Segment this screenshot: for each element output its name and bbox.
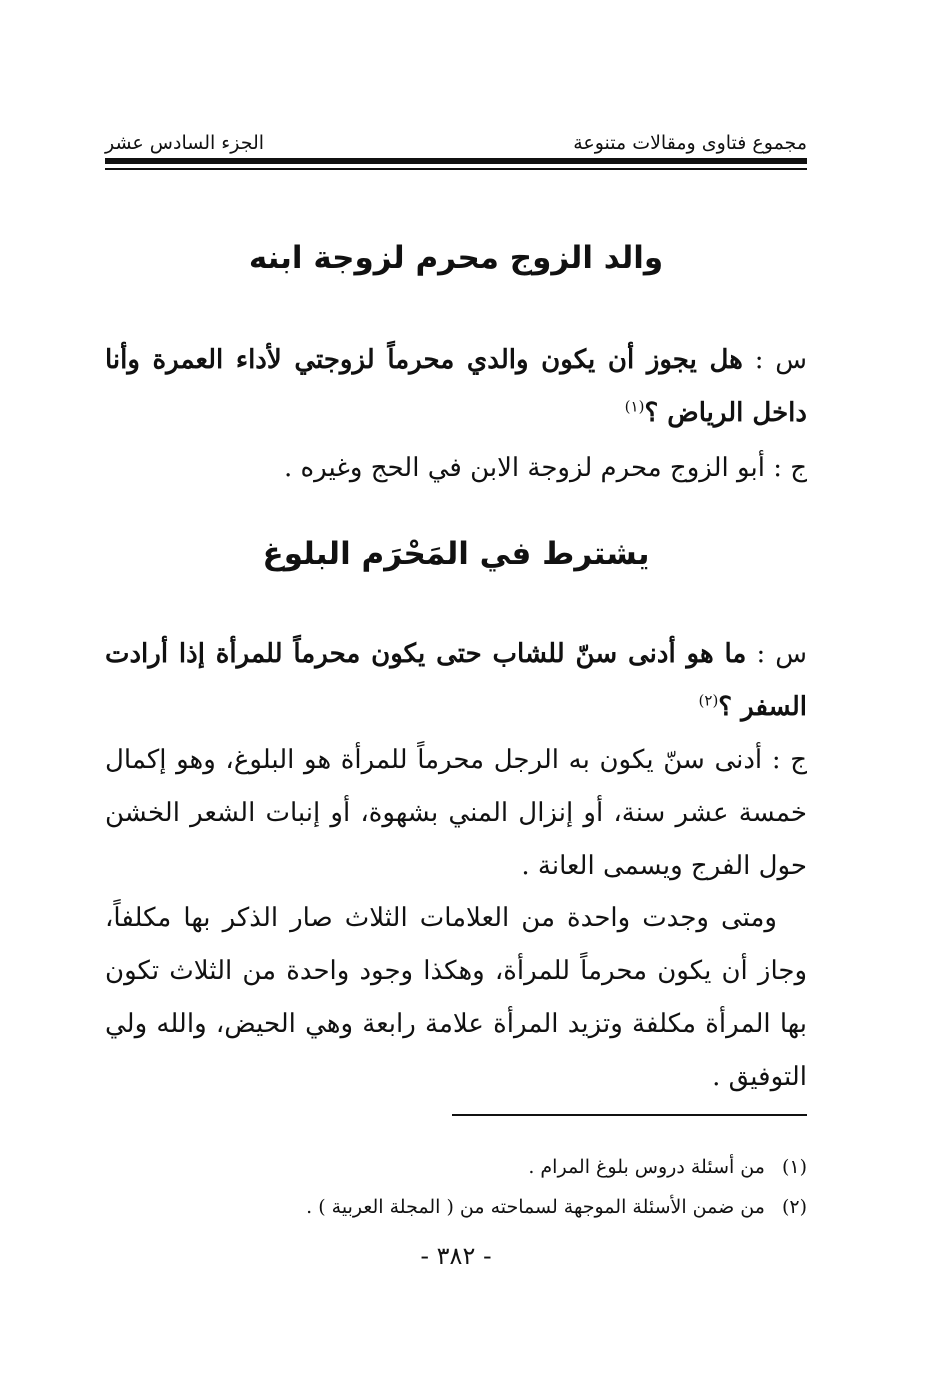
question-text: هل يجوز أن يكون والدي محرماً لزوجتي لأداء العمرة وأنا داخل الرياض ؟ bbox=[105, 345, 807, 428]
book-title: مجموع فتاوى ومقالات متنوعة bbox=[573, 132, 807, 154]
footnote-ref: (١) bbox=[624, 397, 645, 416]
footnote-number: (٢) bbox=[781, 1196, 807, 1218]
page-number: - ٣٨٢ - bbox=[420, 1242, 492, 1270]
answer-prefix: ج : bbox=[773, 453, 807, 483]
answer-text: أدنى سنّ يكون به الرجل محرماً للمرأة هو البلوغ، وهو إكمال خمسة عشر سنة، أو إنزال المني بشهوة، أو إنبات الشعر الخشن حول الفرج ويسمى العانة . bbox=[105, 745, 807, 881]
footnote-separator bbox=[452, 1114, 807, 1116]
question-text: ما هو أدنى سنّ للشاب حتى يكون محرماً للمرأة إذا أرادت السفر ؟ bbox=[105, 639, 807, 722]
answer-2 bbox=[105, 734, 807, 893]
question-prefix: س : bbox=[754, 345, 808, 375]
header-rule-thick bbox=[105, 158, 807, 164]
question-2 bbox=[105, 628, 807, 734]
footnote-number: (١) bbox=[781, 1156, 807, 1178]
answer-1 bbox=[105, 442, 807, 495]
volume-label: الجزء السادس عشر bbox=[105, 132, 265, 154]
footnote-1 bbox=[105, 1150, 807, 1184]
footnote-text: من أسئلة دروس بلوغ المرام . bbox=[528, 1156, 765, 1178]
question-1 bbox=[105, 334, 807, 440]
body-paragraph: ومتى وجدت واحدة من العلامات الثلاث صار الذكر بها مكلفاً، وجاز أن يكون محرماً للمرأة، وهكذا وجود واحدة من الثلاث تكون بها المرأة مكلفة وتزيد المرأة علامة رابعة وهي الحيض، والله ولي التوفيق . bbox=[105, 903, 807, 1092]
question-prefix: س : bbox=[756, 639, 808, 669]
footnote-text: من ضمن الأسئلة الموجهة لسماحته من ( المجلة العربية ) . bbox=[306, 1196, 765, 1218]
running-header bbox=[105, 118, 807, 154]
section-heading-2: يشترط في المَحْرَم البلوغ bbox=[262, 536, 650, 572]
answer-prefix: ج : bbox=[771, 745, 807, 775]
header-rule-thin bbox=[105, 168, 807, 170]
answer-text: أبو الزوج محرم لزوجة الابن في الحج وغيره . bbox=[283, 453, 765, 483]
section-heading-1: والد الزوج محرم لزوجة ابنه bbox=[248, 240, 664, 276]
footnote-2 bbox=[105, 1190, 807, 1224]
footnote-ref: (٢) bbox=[698, 691, 719, 710]
